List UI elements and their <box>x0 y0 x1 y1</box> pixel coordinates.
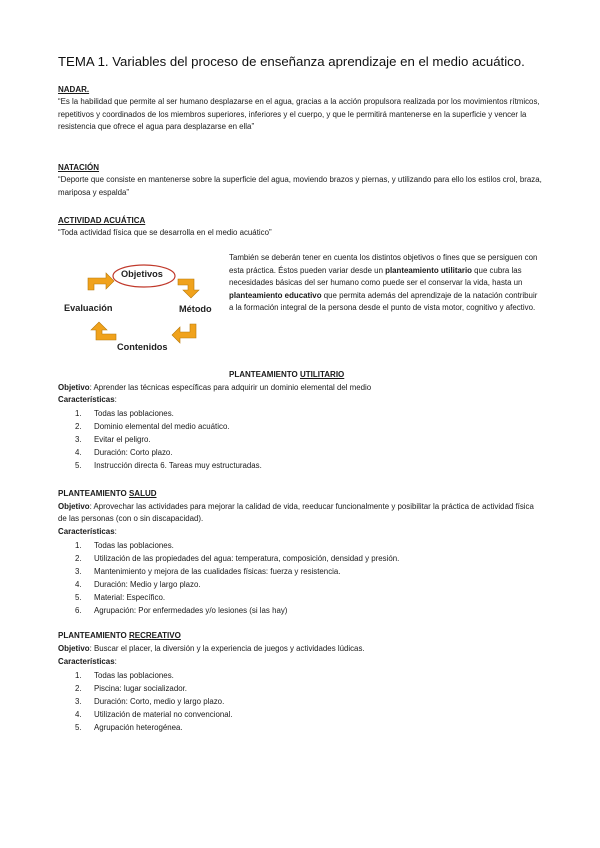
utilitario-obj-text: : Aprender las técnicas específicas para adquirir un dominio elemental del medio <box>89 383 372 392</box>
utilitario-list-item <box>58 407 528 420</box>
side-bold-utilitario: planteamiento utilitario <box>385 265 472 275</box>
list-item-text: Dominio elemental del medio acuático. <box>94 422 230 432</box>
salud-list-item <box>58 552 528 565</box>
side-bold-educativo: planteamiento educativo <box>229 290 322 300</box>
actividad-heading: ACTIVIDAD ACUÁTICA <box>58 216 146 225</box>
list-item-text: Piscina: lugar socializador. <box>94 684 187 694</box>
arrow-metodo-contenidos <box>172 324 196 343</box>
list-item-number: 5. <box>75 593 82 603</box>
list-item-text: Mantenimiento y mejora de las cualidades físicas: fuerza y resistencia. <box>94 567 341 577</box>
utilitario-caracteristicas <box>58 394 544 406</box>
salud-caracteristicas <box>58 526 544 538</box>
list-item-text: Duración: Medio y largo plazo. <box>94 580 201 590</box>
list-item-number: 2. <box>75 422 82 432</box>
utilitario-list-item <box>58 459 528 472</box>
list-item-text: Evitar el peligro. <box>94 435 151 445</box>
utilitario-title-word: UTILITARIO <box>299 370 345 379</box>
recreativo-list-item <box>58 682 528 695</box>
recreativo-car-label: Características <box>58 657 115 666</box>
actividad-section <box>58 215 544 240</box>
recreativo-list-item <box>58 669 528 682</box>
recreativo-list-item <box>58 721 528 734</box>
nadar-section <box>58 84 544 134</box>
utilitario-objetivo <box>58 382 544 394</box>
node-objetivos: Objetivos <box>121 269 163 279</box>
salud-title <box>58 489 157 498</box>
list-item-number: 3. <box>75 567 82 577</box>
list-item-number: 1. <box>75 541 82 550</box>
node-contenidos: Contenidos <box>117 342 168 352</box>
planteamientos-paragraph <box>229 252 543 315</box>
utilitario-title <box>229 370 344 379</box>
utilitario-car-colon: : <box>114 395 117 404</box>
recreativo-list-item <box>58 708 528 721</box>
actividad-definition: “Toda actividad física que se desarrolla en el medio acuático” <box>58 228 272 238</box>
natacion-definition: “Deporte que consiste en mantenerse sobre la superficie del agua, moviendo brazos y piernas, y utilizando para ello los estilos crol, braza, mariposa y espalda” <box>58 175 542 197</box>
utilitario-list-item <box>58 433 528 446</box>
list-item-text: Todas las poblaciones. <box>94 409 174 418</box>
utilitario-list <box>58 407 528 472</box>
node-metodo: Método <box>179 304 212 314</box>
salud-objetivo <box>58 501 544 526</box>
arrow-evaluacion-objetivos <box>88 273 114 290</box>
nadar-heading: NADAR. <box>58 85 90 94</box>
list-item-text: Agrupación heterogénea. <box>94 723 183 733</box>
list-item-number: 4. <box>75 580 82 590</box>
recreativo-title <box>58 631 181 640</box>
list-item-text: Duración: Corto, medio y largo plazo. <box>94 697 225 707</box>
list-item-text: Todas las poblaciones. <box>94 541 174 550</box>
side-text-1: También se deberán tener en cuenta los distintos objetivos o fines que se persiguen con esta práctica. Éstos pueden variar desde un <box>229 253 538 275</box>
list-item-text: Material: Específico. <box>94 593 166 603</box>
arrow-contenidos-evaluacion <box>91 322 116 340</box>
salud-list <box>58 539 528 618</box>
list-item-text: Duración: Corto plazo. <box>94 448 173 458</box>
salud-title-word: SALUD <box>128 489 157 498</box>
list-item-number: 3. <box>75 697 82 707</box>
recreativo-car-colon: : <box>114 657 117 666</box>
salud-list-item <box>58 604 528 617</box>
salud-list-item <box>58 539 528 552</box>
list-item-number: 1. <box>75 671 82 680</box>
recreativo-objetivo <box>58 643 544 655</box>
list-item-text: Agrupación: Por enfermedades y/o lesiones (si las hay) <box>94 606 288 616</box>
utilitario-list-item <box>58 446 528 459</box>
salud-car-colon: : <box>114 527 117 536</box>
side-text-2: que cubra las necesidades básicas del ser humano como puede ser el conservar la vida, hasta un <box>229 265 523 288</box>
document-title: TEMA 1. Variables del proceso de enseñanza aprendizaje en el medio acuático. <box>58 54 525 69</box>
natacion-heading: NATACIÓN <box>58 163 100 172</box>
list-item-number: 5. <box>75 723 82 733</box>
list-item-number: 5. <box>75 461 82 471</box>
salud-list-item <box>58 565 528 578</box>
list-item-number: 2. <box>75 684 82 694</box>
list-item-text: Utilización de material no convencional. <box>94 710 233 720</box>
list-item-number: 6. <box>75 606 82 616</box>
salud-obj-label: Objetivo <box>58 502 90 511</box>
arrow-objetivos-metodo <box>178 279 199 298</box>
list-item-number: 4. <box>75 710 82 720</box>
node-evaluacion: Evaluación <box>64 303 113 313</box>
recreativo-title-word: RECREATIVO <box>128 631 181 640</box>
utilitario-title-prefix: PLANTEAMIENTO <box>229 370 300 379</box>
list-item-number: 2. <box>75 554 82 564</box>
recreativo-title-prefix: PLANTEAMIENTO <box>58 631 129 640</box>
recreativo-obj-text: : Buscar el placer, la diversión y la experiencia de juegos y actividades lúdicas. <box>89 644 365 653</box>
salud-title-prefix: PLANTEAMIENTO <box>58 489 129 498</box>
recreativo-list <box>58 669 528 734</box>
recreativo-list-item <box>58 695 528 708</box>
cycle-diagram <box>58 258 228 358</box>
list-item-number: 4. <box>75 448 82 458</box>
recreativo-obj-label: Objetivo <box>58 644 90 653</box>
nadar-definition: “Es la habilidad que permite al ser humano desplazarse en el agua, gracias a la acción propulsora realizada por los movimientos rítmicos, repetitivos y coordinados de los miembros superiores, inferiores y el cuerpo, y que le permitirá mantenerse en la superficie y vencer la resistencia que ofrece el agua para desplazarse en ella” <box>58 97 540 132</box>
utilitario-car-label: Características <box>58 395 115 404</box>
recreativo-caracteristicas <box>58 656 544 668</box>
salud-list-item <box>58 591 528 604</box>
list-item-number: 1. <box>75 409 82 418</box>
salud-car-label: Características <box>58 527 115 536</box>
list-item-text: Todas las poblaciones. <box>94 671 174 680</box>
salud-list-item <box>58 578 528 591</box>
side-text-3: que permita además del aprendizaje de la natación contribuir a la formación integral de la persona desde el punto de vista motor, cognitivo y afectivo. <box>229 290 538 313</box>
list-item-text: Instrucción directa 6. Tareas muy estructuradas. <box>94 461 262 471</box>
salud-obj-text: : Aprovechar las actividades para mejorar la calidad de vida, reeducar funcionalmente y posibilitar la práctica de actividad física de las personas (con o sin discapacidad). <box>58 502 534 524</box>
list-item-number: 3. <box>75 435 82 445</box>
utilitario-obj-label: Objetivo <box>58 383 90 392</box>
natacion-section <box>58 162 544 199</box>
utilitario-list-item <box>58 420 528 433</box>
list-item-text: Utilización de las propiedades del agua: temperatura, composición, densidad y presión. <box>94 554 400 564</box>
